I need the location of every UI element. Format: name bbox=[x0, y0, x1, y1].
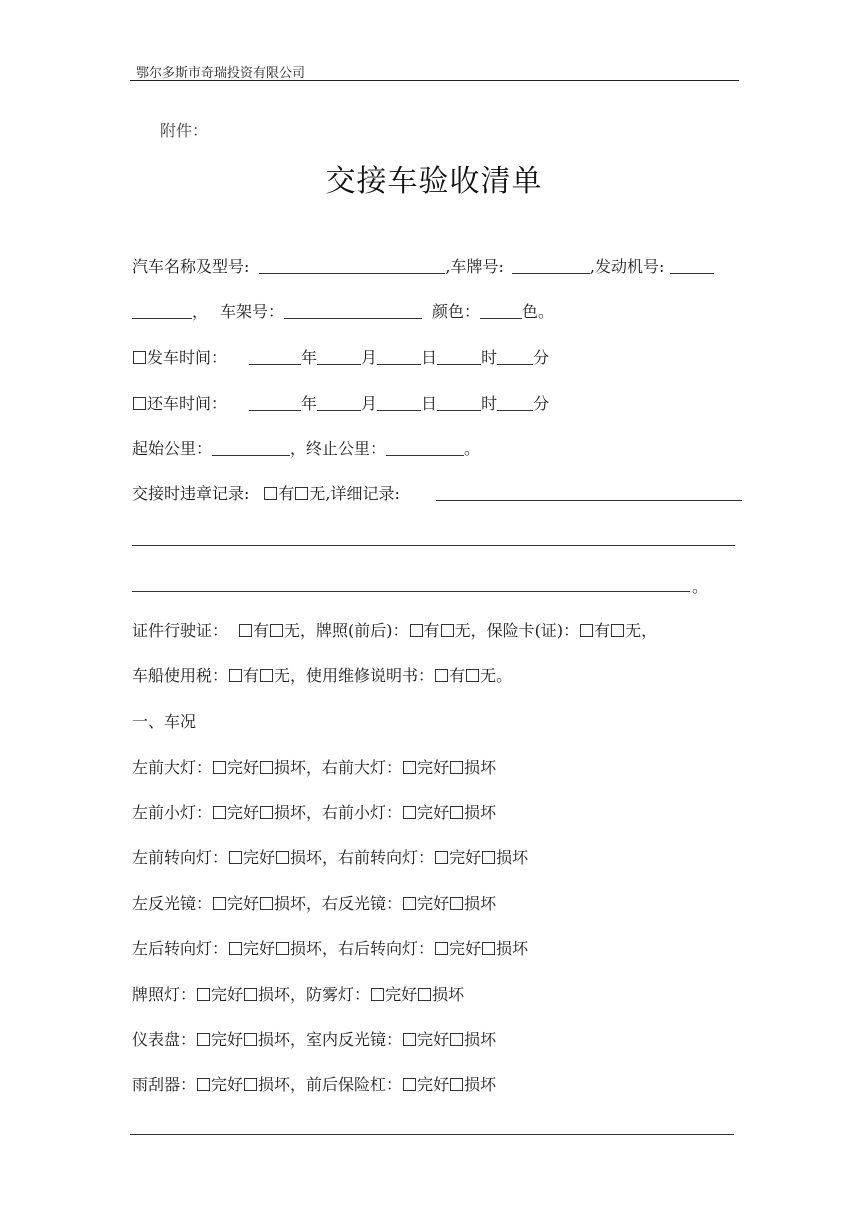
left-broken-checkbox[interactable] bbox=[260, 897, 273, 910]
condition-left-label: 牌照灯： bbox=[132, 985, 197, 1004]
page-title: 交接车验收清单 bbox=[325, 164, 543, 199]
condition-left-label: 左反光镜： bbox=[132, 894, 213, 913]
end-km-label: ，终止公里： bbox=[290, 439, 387, 458]
manual-no-checkbox[interactable] bbox=[466, 669, 479, 682]
condition-right-label: ，防雾灯： bbox=[290, 985, 371, 1004]
condition-right-label: ，右前转向灯： bbox=[322, 848, 435, 867]
left-broken-checkbox[interactable] bbox=[244, 1033, 257, 1046]
left-good-checkbox[interactable] bbox=[197, 1033, 210, 1046]
return-minute-blank[interactable] bbox=[497, 394, 533, 411]
month-label: 月 bbox=[361, 394, 378, 413]
footer-divider bbox=[130, 1134, 734, 1135]
violation-yes-label: 有 bbox=[278, 484, 295, 503]
attachment-label: 附件： bbox=[160, 121, 209, 140]
depart-year-blank[interactable] bbox=[249, 348, 301, 365]
condition-left-label: 左前转向灯： bbox=[132, 848, 229, 867]
broken-label: 损坏 bbox=[432, 985, 465, 1004]
broken-label: 损坏 bbox=[274, 803, 307, 822]
depart-day-blank[interactable] bbox=[377, 348, 421, 365]
depart-label: 发车时间： bbox=[147, 348, 228, 367]
plate-yes-checkbox[interactable] bbox=[410, 624, 423, 637]
none-label: 无， bbox=[625, 621, 658, 640]
engine-label: ,发动机号: bbox=[589, 257, 665, 276]
insurance-no-checkbox[interactable] bbox=[611, 624, 624, 637]
right-good-checkbox[interactable] bbox=[435, 851, 448, 864]
violation-label: 交接时违章记录: bbox=[132, 484, 250, 503]
none-label: 无， bbox=[454, 621, 487, 640]
hour-label: 时 bbox=[481, 348, 498, 367]
license-yes-checkbox[interactable] bbox=[239, 624, 252, 637]
car-name-label: 汽车名称及型号: bbox=[132, 257, 250, 276]
none-label: 无， bbox=[284, 621, 317, 640]
good-label: 完好 bbox=[417, 803, 450, 822]
section-title: 一、车况 bbox=[132, 712, 197, 731]
detail-blank-line-3[interactable] bbox=[132, 591, 690, 592]
vehicle-info-row bbox=[132, 256, 714, 278]
right-broken-checkbox[interactable] bbox=[482, 942, 495, 955]
depart-month-blank[interactable] bbox=[317, 348, 361, 365]
return-checkbox[interactable] bbox=[133, 397, 146, 410]
left-good-checkbox[interactable] bbox=[213, 897, 226, 910]
broken-label: 损坏 bbox=[274, 758, 307, 777]
broken-label: 损坏 bbox=[290, 939, 323, 958]
return-year-blank[interactable] bbox=[249, 394, 301, 411]
good-label: 完好 bbox=[211, 1075, 244, 1094]
broken-label: 损坏 bbox=[258, 985, 291, 1004]
violation-row bbox=[132, 483, 400, 505]
broken-label: 损坏 bbox=[464, 894, 497, 913]
condition-left-label: 仪表盘： bbox=[132, 1030, 197, 1049]
frame-label: 车架号： bbox=[220, 302, 285, 321]
detail-end-period: 。 bbox=[692, 577, 709, 596]
right-good-checkbox[interactable] bbox=[403, 897, 416, 910]
day-label: 日 bbox=[421, 394, 438, 413]
tax-label: 车船使用税： bbox=[132, 666, 229, 685]
left-broken-checkbox[interactable] bbox=[260, 761, 273, 774]
good-label: 完好 bbox=[449, 848, 482, 867]
violation-yes-checkbox[interactable] bbox=[264, 487, 277, 500]
condition-left-label: 左前大灯： bbox=[132, 758, 213, 777]
left-broken-checkbox[interactable] bbox=[276, 942, 289, 955]
broken-label: 损坏 bbox=[464, 803, 497, 822]
end-km-blank[interactable] bbox=[386, 439, 464, 456]
depart-time-row bbox=[132, 347, 549, 369]
insurance-yes-checkbox[interactable] bbox=[580, 624, 593, 637]
has-label: 有 bbox=[253, 621, 270, 640]
frame-blank[interactable] bbox=[284, 302, 422, 319]
right-good-checkbox[interactable] bbox=[403, 761, 416, 774]
has-label: 有 bbox=[449, 666, 466, 685]
condition-right-label: ，室内反光镜： bbox=[290, 1030, 403, 1049]
broken-label: 损坏 bbox=[496, 848, 529, 867]
frame-color-row bbox=[132, 301, 554, 323]
condition-row bbox=[132, 1029, 496, 1051]
plate-doc-label: 牌照(前后)： bbox=[316, 621, 409, 640]
depart-minute-blank[interactable] bbox=[497, 348, 533, 365]
condition-left-label: 左后转向灯： bbox=[132, 939, 229, 958]
color-label: 颜色： bbox=[432, 302, 481, 321]
good-label: 完好 bbox=[417, 758, 450, 777]
broken-label: 损坏 bbox=[464, 1075, 497, 1094]
condition-row bbox=[132, 1074, 496, 1096]
good-label: 完好 bbox=[417, 894, 450, 913]
none-label: 无， bbox=[274, 666, 307, 685]
year-label: 年 bbox=[301, 394, 318, 413]
good-label: 完好 bbox=[211, 1030, 244, 1049]
right-broken-checkbox[interactable] bbox=[482, 851, 495, 864]
condition-left-label: 雨刮器： bbox=[132, 1075, 197, 1094]
right-good-checkbox[interactable] bbox=[435, 942, 448, 955]
tax-yes-checkbox[interactable] bbox=[229, 669, 242, 682]
right-good-checkbox[interactable] bbox=[403, 1078, 416, 1091]
left-broken-checkbox[interactable] bbox=[244, 1078, 257, 1091]
start-km-blank[interactable] bbox=[212, 439, 290, 456]
good-label: 完好 bbox=[227, 758, 260, 777]
right-broken-checkbox[interactable] bbox=[418, 988, 431, 1001]
color-blank[interactable] bbox=[480, 302, 522, 319]
condition-row bbox=[132, 984, 464, 1006]
condition-right-label: ，前后保险杠： bbox=[290, 1075, 403, 1094]
broken-label: 损坏 bbox=[496, 939, 529, 958]
plate-no-checkbox[interactable] bbox=[441, 624, 454, 637]
detail-blank-line-1[interactable] bbox=[436, 500, 742, 501]
license-label: 证件行驶证： bbox=[132, 621, 229, 640]
condition-left-label: 左前小灯： bbox=[132, 803, 213, 822]
broken-label: 损坏 bbox=[258, 1030, 291, 1049]
mileage-period: 。 bbox=[464, 439, 481, 458]
broken-label: 损坏 bbox=[258, 1075, 291, 1094]
header-divider bbox=[130, 80, 739, 81]
violation-no-label: 无, bbox=[309, 484, 331, 503]
condition-row bbox=[132, 757, 496, 779]
hour-label: 时 bbox=[481, 394, 498, 413]
condition-right-label: ，右前小灯： bbox=[306, 803, 403, 822]
violation-no-checkbox[interactable] bbox=[295, 487, 308, 500]
broken-label: 损坏 bbox=[464, 1030, 497, 1049]
start-km-label: 起始公里： bbox=[132, 439, 213, 458]
has-label: 有 bbox=[423, 621, 440, 640]
manual-yes-checkbox[interactable] bbox=[435, 669, 448, 682]
return-time-row bbox=[132, 393, 549, 415]
has-label: 有 bbox=[243, 666, 260, 685]
condition-row bbox=[132, 802, 496, 824]
good-label: 完好 bbox=[227, 803, 260, 822]
return-day-blank[interactable] bbox=[377, 394, 421, 411]
none-end-label: 无。 bbox=[480, 666, 513, 685]
condition-row bbox=[132, 847, 528, 869]
day-label: 日 bbox=[421, 348, 438, 367]
good-label: 完好 bbox=[449, 939, 482, 958]
broken-label: 损坏 bbox=[274, 894, 307, 913]
good-label: 完好 bbox=[417, 1030, 450, 1049]
right-broken-checkbox[interactable] bbox=[450, 897, 463, 910]
condition-row bbox=[132, 893, 496, 915]
frame-separator: ， bbox=[192, 302, 209, 321]
good-label: 完好 bbox=[227, 894, 260, 913]
engine-blank-continued[interactable] bbox=[132, 302, 192, 319]
left-good-checkbox[interactable] bbox=[229, 851, 242, 864]
minute-label: 分 bbox=[533, 348, 550, 367]
left-good-checkbox[interactable] bbox=[229, 942, 242, 955]
left-broken-checkbox[interactable] bbox=[276, 851, 289, 864]
right-broken-checkbox[interactable] bbox=[450, 806, 463, 819]
car-name-blank[interactable] bbox=[259, 257, 445, 274]
month-label: 月 bbox=[361, 348, 378, 367]
license-no-checkbox[interactable] bbox=[270, 624, 283, 637]
good-label: 完好 bbox=[243, 939, 276, 958]
broken-label: 损坏 bbox=[464, 758, 497, 777]
detail-label: 详细记录: bbox=[330, 484, 400, 503]
condition-right-label: ，右反光镜： bbox=[306, 894, 403, 913]
left-good-checkbox[interactable] bbox=[197, 1078, 210, 1091]
plate-blank[interactable] bbox=[512, 257, 590, 274]
engine-blank[interactable] bbox=[670, 257, 714, 274]
left-good-checkbox[interactable] bbox=[213, 761, 226, 774]
condition-right-label: ，右前大灯： bbox=[306, 758, 403, 777]
has-label: 有 bbox=[594, 621, 611, 640]
insurance-label: 保险卡(证)： bbox=[486, 621, 580, 640]
right-good-checkbox[interactable] bbox=[403, 806, 416, 819]
right-good-checkbox[interactable] bbox=[371, 988, 384, 1001]
detail-blank-line-2[interactable] bbox=[132, 545, 735, 546]
right-broken-checkbox[interactable] bbox=[450, 1033, 463, 1046]
right-good-checkbox[interactable] bbox=[403, 1033, 416, 1046]
manual-label: 使用维修说明书： bbox=[306, 666, 435, 685]
broken-label: 损坏 bbox=[290, 848, 323, 867]
left-good-checkbox[interactable] bbox=[197, 988, 210, 1001]
depart-checkbox[interactable] bbox=[133, 351, 146, 364]
mileage-row bbox=[132, 438, 480, 460]
good-label: 完好 bbox=[211, 985, 244, 1004]
documents-row bbox=[132, 620, 657, 642]
return-month-blank[interactable] bbox=[317, 394, 361, 411]
good-label: 完好 bbox=[417, 1075, 450, 1094]
good-label: 完好 bbox=[385, 985, 418, 1004]
right-broken-checkbox[interactable] bbox=[450, 761, 463, 774]
condition-right-label: ，右后转向灯： bbox=[322, 939, 435, 958]
year-label: 年 bbox=[301, 348, 318, 367]
return-hour-blank[interactable] bbox=[437, 394, 481, 411]
condition-row bbox=[132, 938, 528, 960]
return-label: 还车时间： bbox=[147, 394, 228, 413]
right-broken-checkbox[interactable] bbox=[450, 1078, 463, 1091]
company-header: 鄂尔多斯市奇瑞投资有限公司 bbox=[136, 66, 306, 81]
tax-no-checkbox[interactable] bbox=[260, 669, 273, 682]
plate-label: ,车牌号: bbox=[445, 257, 504, 276]
minute-label: 分 bbox=[533, 394, 550, 413]
depart-hour-blank[interactable] bbox=[437, 348, 481, 365]
tax-manual-row bbox=[132, 665, 512, 687]
left-good-checkbox[interactable] bbox=[213, 806, 226, 819]
left-broken-checkbox[interactable] bbox=[260, 806, 273, 819]
color-suffix: 色。 bbox=[522, 302, 555, 321]
good-label: 完好 bbox=[243, 848, 276, 867]
left-broken-checkbox[interactable] bbox=[244, 988, 257, 1001]
